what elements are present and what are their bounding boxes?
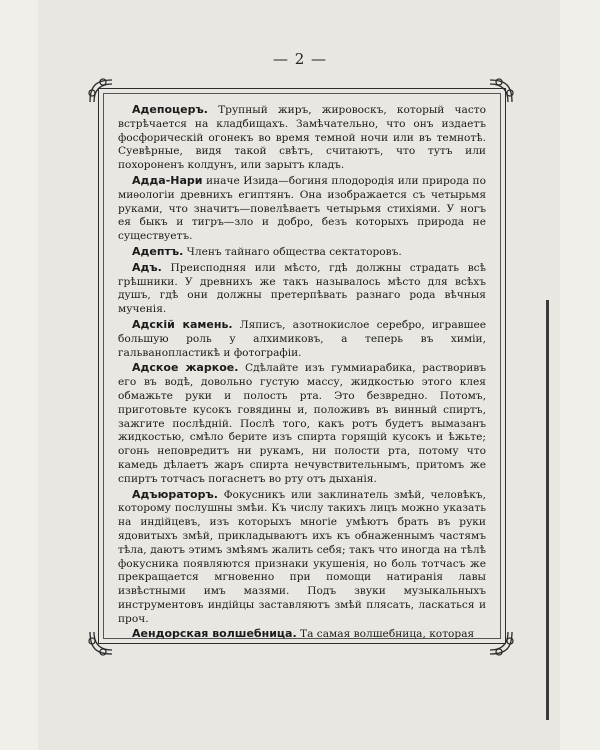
corner-ornament-top-right	[486, 76, 516, 106]
entry-text: иначе Изида—богиня плодородія или природа по миѳологіи древнихъ египтянъ. Она изображается съ четырьмя руками, что значитъ—повелѣваетъ четырьмя стихіями. У ногъ ея быкъ и тигръ—зло и добро, безъ которыхъ природа не существуетъ.	[118, 174, 486, 243]
entry-text: Трупный жиръ, жировоскъ, который часто встрѣчается на кладбищахъ. Замѣчательно, что онъ издаетъ фосфорическій огонекъ во время темной ночи или въ темнотѣ. Суевѣрные, видя такой свѣтъ, считаютъ, что тутъ или похороненъ колдунъ, или зарытъ кладъ.	[118, 104, 486, 172]
page-number: — 2 —	[272, 50, 328, 68]
entry-text: Та самая волшебница, которая	[300, 628, 475, 641]
entry-adjurator	[118, 488, 486, 627]
entry-term: Адскій камень.	[132, 317, 233, 331]
entry-hell	[118, 261, 486, 317]
entry-term: Адда-Нари	[132, 173, 203, 187]
entry-adda-nari	[118, 174, 486, 244]
dictionary-text	[118, 103, 486, 643]
entry-text: Членъ тайнаго общества сектаторовъ.	[186, 245, 402, 258]
entry-term: Адепоцеръ.	[132, 103, 208, 116]
entry-text: Преисподняя или мѣсто, гдѣ должны страдать всѣ грѣшники. У древнихъ же такъ называлось мѣсто для всѣхъ душъ, гдѣ они должны претерпѣвать разнаго рода вѣчныя мученія.	[118, 261, 486, 316]
entry-text: Сдѣлайте изъ гуммиарабика, растворивъ его въ водѣ, довольно густую массу, жидкостью этого клея обмажьте руки и полость рта. Это безвредно. Потомъ, приготовьте кусокъ говядины и, положивъ въ винный спиртъ, зажгите послѣдній. Послѣ того, какъ ротъ будетъ вымазанъ жидкостью, смѣло берите изъ спирта горящій кусокъ и ѣжьте; огонь неповредитъ ни рукамъ, ни полости рта, потому что камедь дѣлаетъ жаръ спирта нечувствительнымъ, притомъ же спиртъ тотчасъ погаснетъ во рту отъ дыханія.	[118, 362, 486, 485]
entry-term: Адептъ.	[132, 244, 184, 258]
corner-ornament-bottom-right	[486, 628, 516, 658]
entry-adipocere	[118, 103, 486, 173]
entry-witch-of-endor	[118, 627, 486, 642]
entry-text: Ляписъ, азотнокислое серебро, игравшее большую роль у алхимиковъ, а теперь въ химіи, гальванопластикѣ и фотографіи.	[118, 318, 486, 359]
entry-term: Адъюраторъ.	[132, 487, 218, 501]
entry-hellish-roast	[118, 361, 486, 486]
entry-adept	[118, 245, 486, 260]
entry-text: Фокусникъ или заклинатель змѣй, человѣкъ, которому послушны змѣи. Къ числу такихъ лицъ можно указать на индійцевъ, изъ которыхъ многіе умѣютъ брать въ руки ядовитыхъ змѣй, прикладываютъ ихъ къ обнаженнымъ частямъ тѣла, даютъ этимъ змѣямъ жалить себя; такъ что иногда на тѣлѣ фокусника появляются признаки укушенія, но боль тотчасъ же прекращается мгновенно при помощи натиранія лавы извѣстными имъ мазями. Подъ звуки музыкальныхъ инструментовъ индійцы заставляютъ змѣй плясать, ласкаться и проч.	[118, 488, 486, 625]
entry-term: Адъ.	[132, 260, 162, 274]
entry-term: Адское жаркое.	[132, 361, 239, 375]
entry-lunar-caustic	[118, 318, 486, 360]
entry-term: Аендорская волшебница.	[132, 627, 297, 641]
page-edge-shadow	[546, 300, 549, 720]
corner-ornament-top-left	[86, 76, 116, 106]
corner-ornament-bottom-left	[86, 628, 116, 658]
